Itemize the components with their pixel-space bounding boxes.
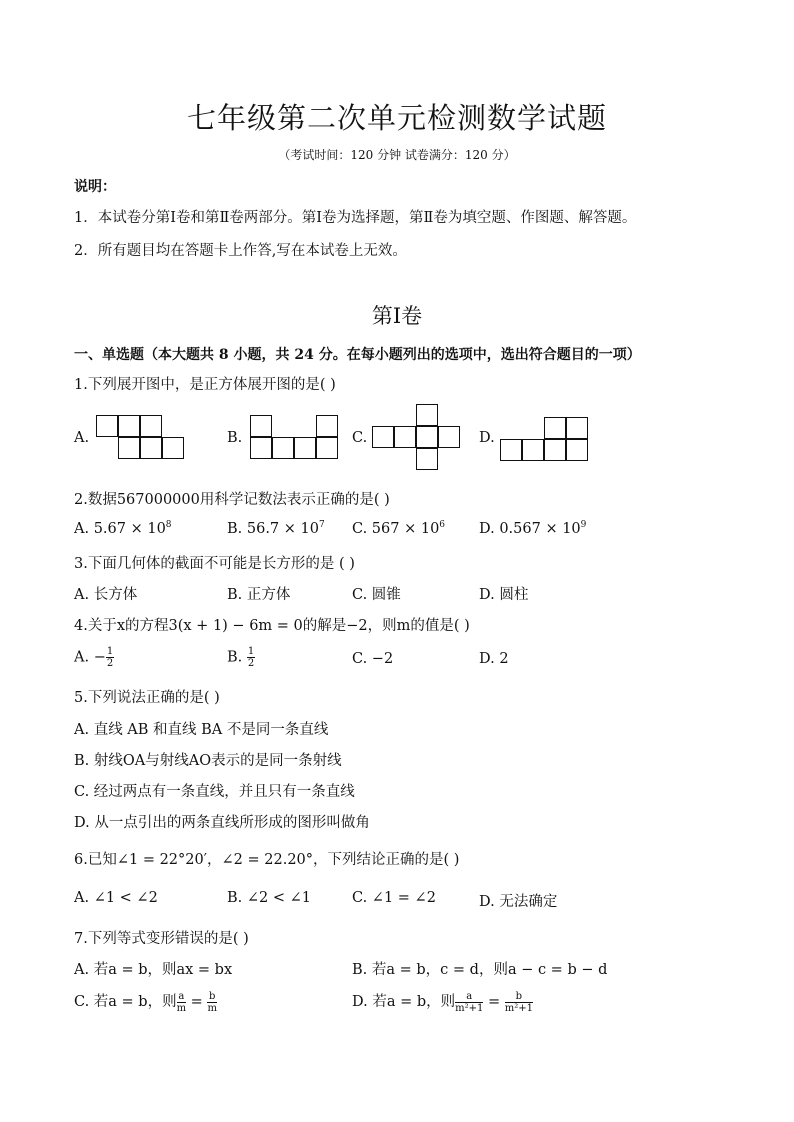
fraction: $\frac{b}{\text{m²+1}}$ — [504, 990, 533, 1014]
q4-option-a: A. − $\frac{1}{2}$ — [74, 646, 114, 669]
q6-option-c: C. ∠1 = ∠2 — [352, 890, 436, 906]
q7-option-a: A. 若a = b，则ax = bx — [74, 962, 233, 978]
fraction: $\frac{1}{2}$ — [247, 646, 255, 669]
q2-option-b: B. $56.7 \times 10^7$ — [227, 520, 325, 537]
q7-option-b: B. 若a = b，c = d，则a − c = b − d — [352, 962, 608, 978]
fraction: $\frac{b}{m}$ — [207, 990, 217, 1014]
instruction-item: 1．本试卷分第Ⅰ卷和第Ⅱ卷两部分。第Ⅰ卷为选择题，第Ⅱ卷为填空题、作图题、解答题。 — [74, 210, 637, 226]
q1-option-d-label: D. — [479, 430, 495, 446]
question-2-stem: 2.数据567000000用科学记数法表示正确的是( ) — [74, 492, 390, 508]
q1-option-b-label: B. — [227, 430, 243, 446]
q3-option-b: B. 正方体 — [227, 587, 291, 603]
q3-option-d: D. 圆柱 — [479, 587, 529, 603]
question-4-stem: 4.关于x的方程3(x + 1) − 6m = 0的解是−2，则m的值是( ) — [74, 618, 470, 634]
q6-option-a: A. ∠1 < ∠2 — [74, 890, 158, 906]
q2-option-c: C. $567 \times 10^6$ — [352, 520, 446, 537]
q3-option-a: A. 长方体 — [74, 587, 138, 603]
q1-option-c-label: C. — [352, 430, 368, 446]
q2-option-a: A. $5.67 \times 10^8$ — [74, 520, 172, 537]
fraction: $\frac{a}{\text{m²+1}}$ — [455, 990, 484, 1014]
fraction: $\frac{a}{m}$ — [176, 990, 187, 1014]
exam-title: 七年级第二次单元检测数学试题 — [186, 101, 607, 135]
instruction-item: 2．所有题目均在答题卡上作答,写在本试卷上无效。 — [74, 243, 407, 259]
q6-option-d: D. 无法确定 — [479, 894, 558, 910]
q7-option-d: D. 若a = b，则 $\frac{a}{\text{m²+1}}$ = $\frac{b}{\text{m²+1}}$ — [352, 990, 533, 1014]
q6-option-b: B. ∠2 < ∠1 — [227, 890, 311, 906]
q4-option-c: C. −2 — [352, 651, 394, 667]
question-1-stem: 1.下列展开图中，是正方体展开图的是( ) — [74, 377, 336, 393]
q5-option-a: A. 直线 AB 和直线 BA 不是同一条直线 — [74, 722, 329, 738]
section-title: 第Ⅰ卷 — [371, 304, 423, 328]
q1-option-a-label: A. — [74, 430, 90, 446]
exam-subtitle: （考试时间：120 分钟 试卷满分：120 分） — [278, 148, 516, 162]
q5-option-b: B. 射线OA与射线AO表示的是同一条射线 — [74, 753, 342, 769]
question-3-stem: 3.下面几何体的截面不可能是长方形的是 ( ) — [74, 556, 355, 572]
q4-option-d: D. 2 — [479, 651, 509, 667]
part-heading: 一、单选题（本大题共 8 小题，共 24 分。在每小题列出的选项中，选出符合题目的一项） — [74, 347, 641, 363]
q3-option-c: C. 圆锥 — [352, 587, 401, 603]
q2-option-d: D. $0.567 \times 10^9$ — [479, 520, 587, 537]
fraction: $\frac{1}{2}$ — [106, 646, 114, 669]
question-5-stem: 5.下列说法正确的是( ) — [74, 690, 220, 706]
question-7-stem: 7.下列等式变形错误的是( ) — [74, 931, 249, 947]
q7-option-c: C. 若a = b，则 $\frac{a}{m}$ = $\frac{b}{m}$ — [74, 990, 217, 1014]
instructions-label: 说明： — [74, 179, 116, 195]
q5-option-d: D. 从一点引出的两条直线所形成的图形叫做角 — [74, 815, 370, 831]
q4-option-b: B. $\frac{1}{2}$ — [227, 646, 255, 669]
question-6-stem: 6.已知∠1 = 22°20′，∠2 = 22.20°，下列结论正确的是( ) — [74, 852, 460, 868]
q5-option-c: C. 经过两点有一条直线，并且只有一条直线 — [74, 784, 355, 800]
